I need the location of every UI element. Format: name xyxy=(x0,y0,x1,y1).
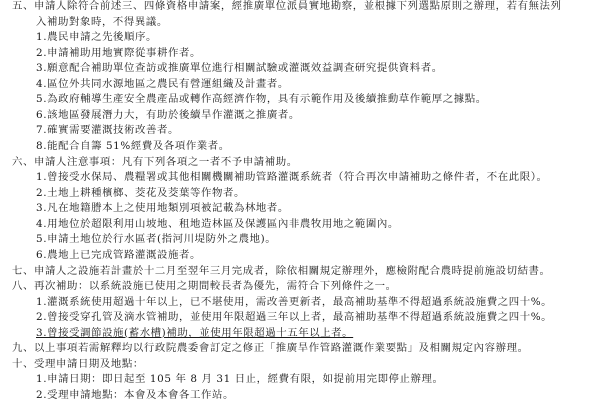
section-6-item-3: 3.凡在地籍謄本上之使用地類別項被記載為林地者。 xyxy=(36,202,289,215)
section-5-item-8: 8.能配合自籌 51%經費及各項作業者。 xyxy=(36,140,230,153)
section-5-item-4: 4.區位外共同水源地區之農民有營運組織及計畫者。 xyxy=(36,77,289,90)
section-6-item-6: 6.農地上已完成管路灌溉設施者。 xyxy=(36,248,201,261)
section-5-item-1: 1.農民申請之先後順序。 xyxy=(36,31,158,44)
section-6-item-5: 5.申請土地位於行水區者(指河川堤防外之農地)。 xyxy=(36,233,277,246)
section-5-item-2: 2.申請補助用地實際從事耕作者。 xyxy=(36,46,201,59)
section-10-item-1: 1.申請日期：即日起至 105 年 8 月 31 日止，經費有限，如提前用完即停止辦理。 xyxy=(36,373,444,386)
section-5-item-6: 6.該地區發展潛力大，有助於後續旱作灌溉之推廣者。 xyxy=(36,108,300,121)
section-10-heading: 十、受理申請日期及地點： xyxy=(12,357,144,370)
section-8-item-1: 1.灌溉系統使用超過十年以上，已不堪使用，需改善更新者，最高補助基準不得超過系統設施費之四十%。 xyxy=(36,295,553,308)
section-8-heading: 八、再次補助：以系統設施已使用之期間較長者為優先，需符合下列條件之一。 xyxy=(12,280,397,293)
section-6-item-2: 2.土地上耕種檳榔、茭花及茭葉等作物者。 xyxy=(36,186,245,199)
section-5-item-7: 7.確實需要灌溉技術改善者。 xyxy=(36,124,179,137)
section-9-heading: 九、以上事項若需解釋均以行政院農委會訂定之修正「推廣旱作管路灌溉作業要點」及相關規定內容辦理。 xyxy=(12,342,529,355)
section-6-item-1: 1.曾接受水保局、農糧署或其他相關機關補助管路灌溉系統者（符合再次申請補助之條件者，不在此限）。 xyxy=(36,171,548,184)
section-5-item-5: 5.為政府輔導生產安全農產品或轉作高經濟作物，具有示範作用及後續推動草作範厚之據點。 xyxy=(36,93,487,106)
section-7-heading: 七、申請人之設施若計畫於十二月至翌年三月完成者，除依相關規定辦理外，應檢附配合農時提前施設切結書。 xyxy=(12,264,551,277)
section-10-item-2: 2.受理申請地點：本會及本會各工作站。 xyxy=(36,389,234,401)
section-5-item-3: 3.願意配合補助單位查訪或推廣單位進行相關試驗或灌溉效益調查研究提供資料者。 xyxy=(36,62,443,75)
section-6-item-4: 4.用地位於超限利用山坡地、租地造林區及保護區內非農牧用地之範圍內。 xyxy=(36,217,399,230)
section-8-item-2: 2.曾接受穿孔管及滴水管補助，並使用年限超過三年以上者，最高補助基準不得超過系統設施費之四十%。 xyxy=(36,311,553,324)
section-8-item-3: 3.曾接受調節設施(蓄水槽)補助，並使用年限超過十五年以上者。 xyxy=(36,326,354,339)
section-5-heading-cont: 入補助對象時，不得異議。 xyxy=(36,15,168,28)
section-6-heading: 六、申請人注意事項：凡有下列各項之一者不予申請補助。 xyxy=(12,155,298,168)
section-5-heading: 五、申請人除符合前述三、四條資格申請案，經推廣單位派員實地勘察，並根據下列選點原則之辦理，若有無法列 xyxy=(12,0,562,12)
